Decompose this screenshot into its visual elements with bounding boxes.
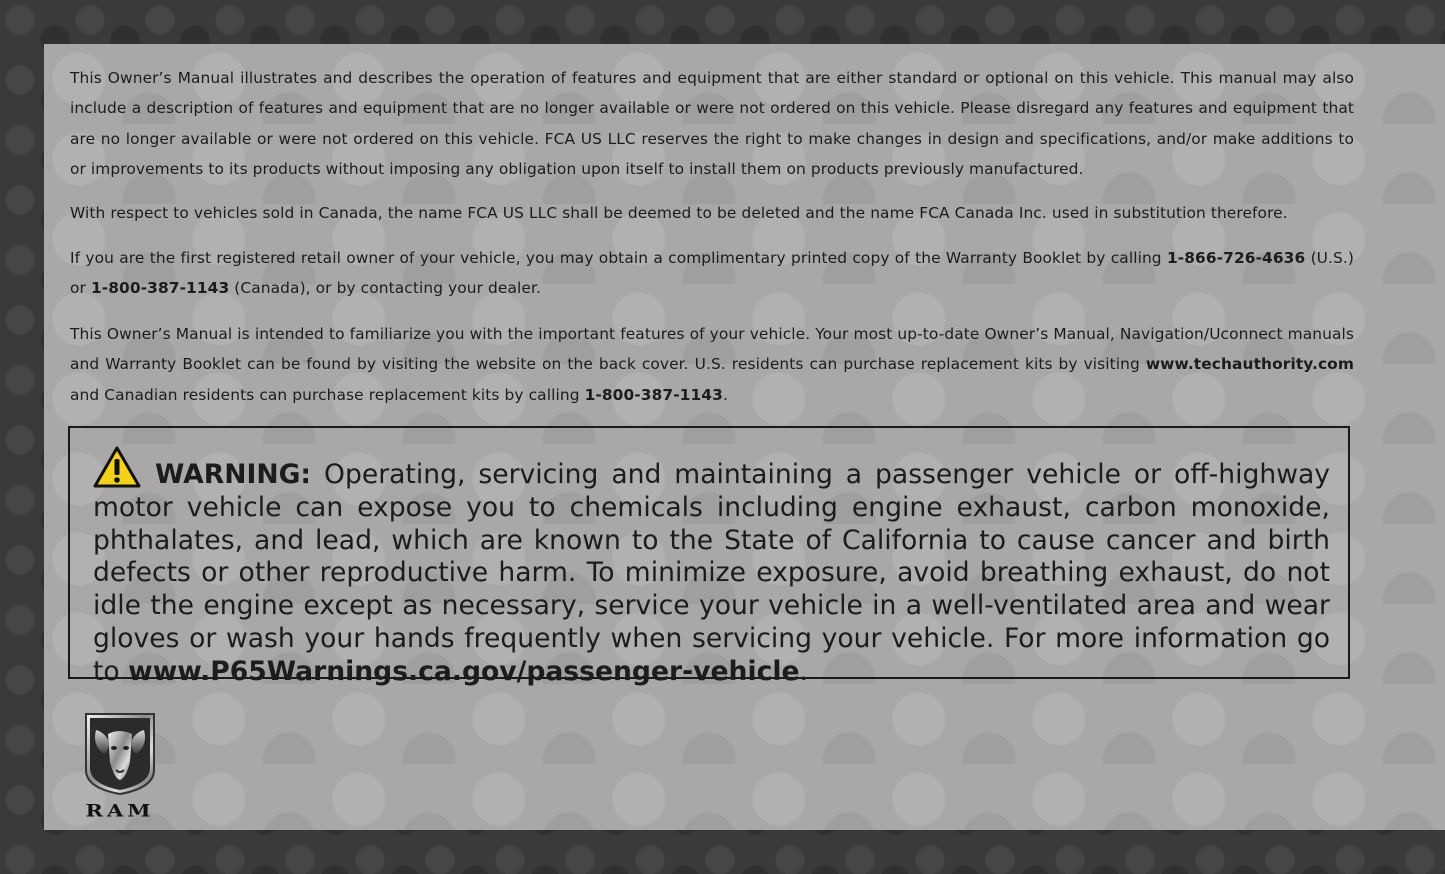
warranty-booklet-paragraph <box>70 243 1354 304</box>
manual-text-end: . <box>722 385 728 404</box>
techauthority-link[interactable]: www.techauthority.com <box>1145 355 1354 374</box>
warranty-text-middle: (U.S.) or <box>70 249 1355 298</box>
phone-number-us: 1-866-726-4636 <box>1166 249 1306 267</box>
phone-number-canada: 1-800-387-1143 <box>90 279 230 298</box>
features-disclaimer-paragraph: This Owner’s Manual illustrates and describes the operation of features and equipment that are either standard or optional on this vehicle. This manual may also include a description of features and equipment that are no longer available or were not ordered on this vehicle. Please disregard any features and equipment that are no longer available or were not ordered on this vehicle. FCA US LLC reserves the right to make changes in design and specifications, and/or make additions to or improvements to its products without imposing any obligation upon itself to install them on products previously manufactured. <box>70 69 1354 179</box>
canada-name-paragraph: With respect to vehicles sold in Canada, the name FCA US LLC shall be deemed to be deleted and the name FCA Canada Inc. used in substitution therefore. <box>70 204 1288 222</box>
warning-triangle-icon <box>93 446 141 488</box>
manual-text-start: This Owner’s Manual is intended to familiarize you with the important features of your vehicle. Your most up-to-date Owner’s Manual, Navigation/Uconnect manuals and Warranty Booklet can be found by visiting the website on the back cover. U.S. residents can purchase replacement kits by visiting <box>70 325 1354 374</box>
replacement-kits-phone: 1-800-387-1143 <box>584 385 723 404</box>
warning-end: . <box>799 655 808 687</box>
ram-head-icon <box>80 710 160 796</box>
warning-text <box>93 446 1330 689</box>
warranty-text-end: (Canada), or by contacting your dealer. <box>229 279 541 298</box>
warranty-text-start: If you are the first registered retail owner of your vehicle, you may obtain a complimentary printed copy of the Warranty Booklet by calling <box>70 249 1167 267</box>
manual-text-middle: and Canadian residents can purchase replacement kits by calling <box>70 385 585 404</box>
prop65-warning-box <box>68 426 1350 687</box>
ram-logo <box>68 710 172 822</box>
manual-page-panel <box>44 44 1445 830</box>
manual-purpose-paragraph <box>70 319 1354 410</box>
warning-label: WARNING: <box>155 459 312 490</box>
ram-wordmark: RAM <box>85 800 155 821</box>
p65-warnings-link[interactable]: www.P65Warnings.ca.gov/passenger-vehicle <box>128 655 800 687</box>
warning-body: Operating, servicing and maintaining a passenger vehicle or off-highway motor vehicle can expose you to chemicals including engine exhaust, carbon monoxide, phthalates, and lead, which are known to the State of California to cause cancer and birth defects or other reproductive harm. To minimize exposure, avoid breathing exhaust, do not idle the engine except as necessary, service your vehicle in a well-ventilated area and wear gloves or wash your hands frequently when servicing your vehicle. For more information go to <box>93 459 1330 687</box>
